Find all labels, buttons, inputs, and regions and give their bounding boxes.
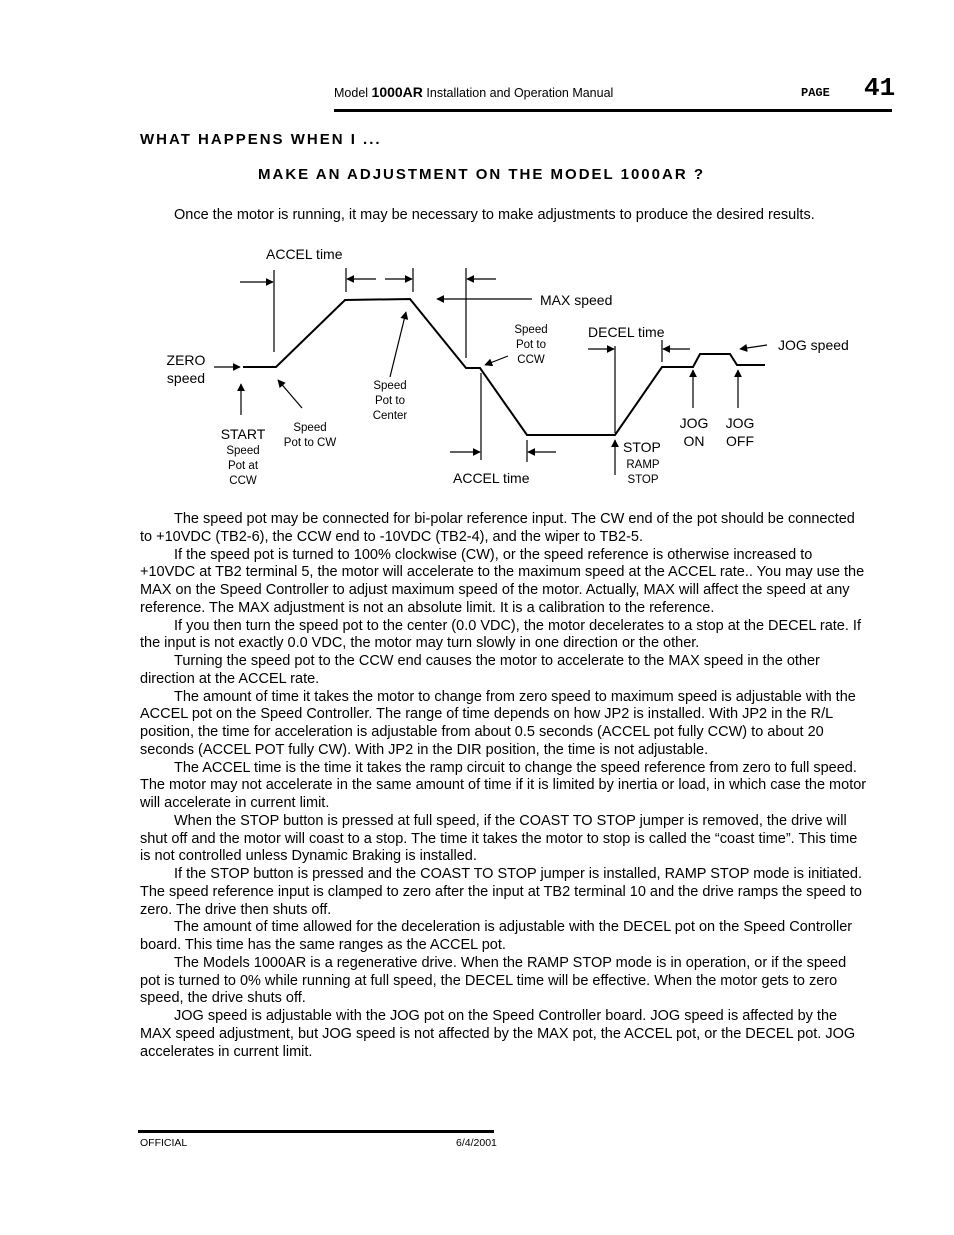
paragraph: Turning the speed pot to the CCW end causes the motor to accelerate to the MAX speed in the other direction at the ACCEL rate.	[140, 653, 820, 687]
header-title-suffix: Installation and Operation Manual	[426, 86, 614, 100]
paragraph: The amount of time it takes the motor to change from zero speed to maximum speed is adjustable with the ACCEL pot on the Speed Controller. The range of time depends on how JP2 is installed. With JP2 in the R/L position, the time for acceleration is adjustable from about 0.5 seconds (ACCEL pot fully CCW) to about 20 seconds (ACCEL POT fully CW). With JP2 in the DIR position, the time is not adjustable.	[140, 688, 856, 758]
label-decel-time: DECEL time	[588, 324, 665, 340]
section-heading: WHAT HAPPENS WHEN I ...	[140, 131, 382, 148]
paragraph: JOG speed is adjustable with the JOG pot on the Speed Controller board. JOG speed is affected by the MAX speed adjustment, but JOG speed is not affected by the MAX pot, the ACCEL pot, or the DECEL pot. JOG accelerates in current limit.	[140, 1008, 856, 1060]
label-zero-speed-2: speed	[166, 370, 206, 386]
paragraph: If you then turn the speed pot to the center (0.0 VDC), the motor decelerates to a stop at the DECEL rate. If the input is not exactly 0.0 VDC, the motor may turn slowly in one direction or the other.	[140, 617, 861, 652]
label-jog-speed: JOG speed	[778, 337, 849, 353]
intro-paragraph: Once the motor is running, it may be necessary to make adjustments to produce the desired results.	[174, 207, 815, 223]
label-jog-on-2: ON	[683, 433, 705, 449]
paragraph: If the speed pot is turned to 100% clockwise (CW), or the speed reference is otherwise increased to +10VDC at TB2 terminal 5, the motor will accelerate to the maximum speed at the ACCEL rate.. You may use the MAX on the Speed Controller to adjust maximum speed of the motor. Actually, MAX will affect the speed at any reference. The MAX adjustment is not an absolute limit. It is a calibration to the reference.	[140, 546, 865, 616]
pot-cw-arrow	[278, 380, 302, 408]
paragraph: If the STOP button is pressed and the COAST TO STOP jumper is installed, RAMP STOP mode is initiated. The speed reference input is clamped to zero after the input at TB2 terminal 10 and the drive ramps the speed to zero. The drive then shuts off.	[140, 866, 863, 918]
label-jog-off-2: OFF	[726, 433, 754, 449]
label-stop: STOP	[623, 439, 661, 455]
label-jog-off-1: JOG	[725, 415, 755, 431]
paragraph: The speed pot may be connected for bi-polar reference input. The CW end of the pot should be connected to +10VDC (TB2-6), the CCW end to -10VDC (TB2-4), and the wiper to TB2-5.	[140, 511, 855, 545]
footer-rule	[138, 1130, 494, 1133]
label-accel-time-top: ACCEL time	[266, 246, 343, 262]
label-pot-center-2: Pot to	[374, 395, 406, 407]
label-start-sub-1: Speed	[226, 445, 260, 457]
header-model-name: 1000AR	[371, 84, 423, 100]
label-start-sub-2: Pot at	[227, 460, 259, 472]
paragraph: The ACCEL time is the time it takes the ramp circuit to change the speed reference from zero to full speed. The motor may not accelerate in the same amount of time if it is limited by inertia or load, in which case the motor will accelerate in current limit.	[140, 759, 867, 811]
label-start: START	[220, 426, 266, 442]
label-pot-cw-1: Speed	[293, 422, 327, 434]
label-pot-ccw-3: CCW	[517, 354, 545, 366]
paragraph: The amount of time allowed for the deceleration is adjustable with the DECEL pot on the Speed Controller board. This time has the same ranges as the ACCEL pot.	[140, 919, 853, 953]
label-ramp-stop: STOP	[627, 474, 659, 486]
body-text	[140, 511, 870, 1061]
label-zero-speed-1: ZERO	[166, 352, 206, 368]
header-model-prefix: Model	[334, 86, 369, 100]
label-pot-center-1: Speed	[373, 380, 407, 392]
jog-speed-arrow	[740, 345, 767, 349]
label-pot-ccw-1: Speed	[514, 324, 548, 336]
subsection-heading: MAKE AN ADJUSTMENT ON THE MODEL 1000AR ?	[258, 166, 705, 183]
label-max-speed: MAX speed	[540, 292, 613, 308]
footer-date: 6/4/2001	[456, 1137, 497, 1149]
pot-ccw-arrow	[485, 356, 508, 365]
label-jog-on-1: JOG	[679, 415, 709, 431]
label-ramp: RAMP	[626, 459, 660, 471]
speed-profile-diagram	[0, 0, 954, 500]
footer-official: OFFICIAL	[140, 1137, 188, 1149]
label-accel-time-bottom: ACCEL time	[453, 470, 530, 486]
label-pot-cw-2: Pot to CW	[283, 437, 337, 449]
paragraph: When the STOP button is pressed at full speed, if the COAST TO STOP jumper is removed, the drive will shut off and the motor will coast to a stop. The time it takes the motor to stop is called the “coast time”. This time is not controlled unless Dynamic Braking is installed.	[140, 812, 858, 865]
header-page-number: 41	[864, 73, 896, 103]
label-pot-ccw-2: Pot to	[515, 339, 547, 351]
label-pot-center-3: Center	[372, 410, 408, 422]
pot-center-arrow	[390, 312, 406, 377]
paragraph: The Models 1000AR is a regenerative drive. When the RAMP STOP mode is in operation, or if the speed pot is turned to 0% while running at full speed, the DECEL time will be effective. When the motor gets to zero speed, the drive shuts off.	[140, 954, 847, 1007]
label-start-sub-3: CCW	[229, 475, 257, 487]
header-page-label: PAGE	[801, 86, 830, 100]
